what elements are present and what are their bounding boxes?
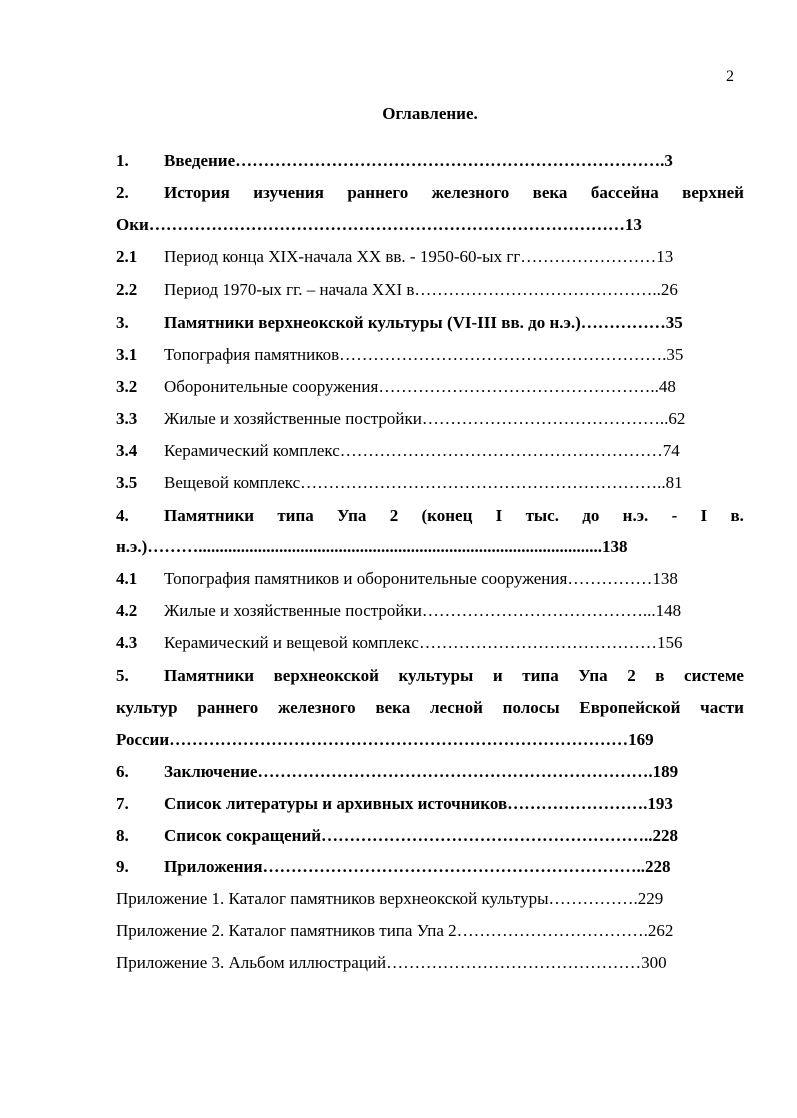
- toc-word: культуры: [398, 666, 474, 685]
- toc-entry-number: 7.: [116, 794, 129, 813]
- toc-entry-3-1[interactable]: [116, 345, 683, 365]
- toc-word: века: [375, 698, 411, 717]
- toc-entry-number: 3.2: [116, 377, 138, 396]
- toc-entry-text: Жилые и хозяйственные постройки…………………………………...148: [164, 601, 682, 620]
- toc-word: железного: [278, 698, 356, 717]
- toc-entry-text: Керамический комплекс…………………………………………………74: [164, 441, 680, 460]
- toc-entry-number: 6.: [116, 762, 129, 781]
- toc-entry-8[interactable]: [116, 826, 678, 846]
- toc-entry-number: 2.1: [116, 247, 138, 266]
- toc-entry-9[interactable]: [116, 857, 671, 877]
- toc-entry-number: 3.: [116, 313, 129, 332]
- toc-entry-number: 4.2: [116, 601, 138, 620]
- toc-entry-number: 3.5: [116, 473, 138, 492]
- toc-entry-3-2[interactable]: [116, 377, 676, 397]
- page-number: 2: [726, 68, 734, 85]
- toc-entry-number: 3.1: [116, 345, 138, 364]
- toc-entry-3-3[interactable]: [116, 409, 685, 429]
- toc-word: типа: [522, 666, 559, 685]
- toc-entry-text: Жилые и хозяйственные постройки……………………………………..62: [164, 409, 686, 428]
- toc-title: Оглавление.: [382, 104, 478, 123]
- toc-entry-text: Керамический и вещевой комплекс……………………………………156: [164, 633, 683, 652]
- toc-entry-introduction[interactable]: [116, 151, 673, 171]
- toc-word: История: [164, 183, 230, 202]
- toc-word: 2: [627, 666, 636, 685]
- toc-entry-number: 8.: [116, 826, 129, 845]
- toc-word: (конец: [421, 506, 473, 525]
- toc-entry-text: Приложение 2. Каталог памятников типа Упа 2…………………………….262: [116, 921, 674, 940]
- toc-word: культур: [116, 698, 178, 717]
- toc-word: Упа: [578, 666, 608, 685]
- toc-entry-appendix-2[interactable]: [116, 921, 673, 941]
- toc-word: изучения: [253, 183, 324, 202]
- toc-entry-text: России………………………………………………………………………169: [116, 730, 654, 749]
- toc-entry-7[interactable]: [116, 794, 673, 814]
- toc-word: части: [700, 698, 744, 717]
- toc-entry-4-2[interactable]: [116, 601, 681, 621]
- toc-entry-number: 3.4: [116, 441, 138, 460]
- toc-word: Европейской: [579, 698, 681, 717]
- toc-entry-3[interactable]: [116, 313, 683, 333]
- toc-entry-text: Вещевой комплекс………………………………………………………..81: [164, 473, 683, 492]
- toc-entry-3-5[interactable]: [116, 473, 683, 493]
- toc-word: верхней: [682, 183, 744, 202]
- toc-entry-text: Приложение 3. Альбом иллюстраций………………………………………300: [116, 953, 667, 972]
- toc-word: раннего: [197, 698, 259, 717]
- toc-entry-text: н.э.)………...............................................................................................138: [116, 537, 628, 556]
- toc-word: Памятники: [164, 506, 255, 525]
- toc-word: 2: [389, 506, 399, 525]
- toc-entry-number: 3.3: [116, 409, 138, 428]
- toc-entry-text: Топография памятников и оборонительные сооружения……………138: [164, 569, 678, 588]
- toc-entry-4-cont[interactable]: [116, 537, 628, 557]
- toc-entry-text: Приложения…………………………………………………………..228: [164, 857, 671, 876]
- toc-word: полосы: [502, 698, 560, 717]
- toc-entry-number: 1.: [116, 151, 129, 170]
- toc-entry-appendix-1[interactable]: [116, 889, 663, 909]
- toc-entry-5-cont2[interactable]: [116, 730, 654, 750]
- toc-entry-text: Топография памятников………………………………………………….35: [164, 345, 684, 364]
- toc-entry-text: Оки…………………………………………………………………………13: [116, 215, 642, 234]
- toc-entry-text: Памятники верхнеокской культуры (VI-III вв. до н.э.)……………35: [164, 313, 683, 332]
- toc-entry-5-cont[interactable]: [116, 698, 744, 718]
- toc-entry-4-3[interactable]: [116, 633, 682, 653]
- toc-entry-history[interactable]: [116, 183, 744, 203]
- toc-word: до: [582, 506, 600, 525]
- toc-entry-6[interactable]: [116, 762, 678, 782]
- toc-word: верхнеокской: [273, 666, 379, 685]
- toc-word: I: [495, 506, 503, 525]
- toc-entry-text: Список сокращений…………………………………………………..228: [164, 826, 679, 845]
- toc-word: типа: [277, 506, 314, 525]
- toc-word: в: [655, 666, 665, 685]
- toc-word: века: [532, 183, 568, 202]
- toc-entry-2-2[interactable]: [116, 280, 678, 300]
- toc-word: бассейна: [590, 183, 659, 202]
- toc-entry-4-1[interactable]: [116, 569, 678, 589]
- toc-entry-appendix-3[interactable]: [116, 953, 667, 973]
- toc-entry-text: Период конца XIX-начала XX вв. - 1950-60-ых гг……………………13: [164, 247, 674, 266]
- toc-word: раннего: [347, 183, 409, 202]
- toc-entry-2-1[interactable]: [116, 247, 673, 267]
- toc-word: в.: [730, 506, 744, 525]
- toc-entry-text: Введение………………………………………………………………….3: [164, 151, 673, 170]
- toc-entry-text: Оборонительные сооружения…………………………………………..48: [164, 377, 676, 396]
- toc-word: железного: [431, 183, 510, 202]
- toc-word: системе: [684, 666, 744, 685]
- toc-word: н.э.: [622, 506, 649, 525]
- toc-entry-4[interactable]: [116, 506, 744, 526]
- toc-word: лесной: [429, 698, 483, 717]
- toc-entry-text: Период 1970-ых гг. – начала XXI в……………………………………..26: [164, 280, 678, 299]
- toc-entry-history-cont[interactable]: [116, 215, 642, 235]
- toc-word: Памятники: [164, 666, 255, 685]
- toc-word: Упа: [337, 506, 367, 525]
- toc-entry-3-4[interactable]: [116, 441, 680, 461]
- toc-entry-text: Список литературы и архивных источников…………………….193: [164, 794, 673, 813]
- toc-entry-5[interactable]: [116, 666, 744, 686]
- toc-word: -: [671, 506, 678, 525]
- toc-entry-number: 4.3: [116, 633, 138, 652]
- toc-word: и: [492, 666, 503, 685]
- toc-word: I: [700, 506, 708, 525]
- toc-entry-number: 4.: [116, 506, 129, 525]
- toc-entry-number: 2.: [116, 183, 129, 202]
- toc-entry-number: 4.1: [116, 569, 138, 588]
- toc-entry-text: Заключение…………………………………………………………….189: [164, 762, 679, 781]
- toc-entry-text: Приложение 1. Каталог памятников верхнеокской культуры…………….229: [116, 889, 664, 908]
- toc-word: тыс.: [525, 506, 559, 525]
- toc-entry-number: 5.: [116, 666, 129, 685]
- toc-entry-number: 2.2: [116, 280, 138, 299]
- toc-entry-number: 9.: [116, 857, 129, 876]
